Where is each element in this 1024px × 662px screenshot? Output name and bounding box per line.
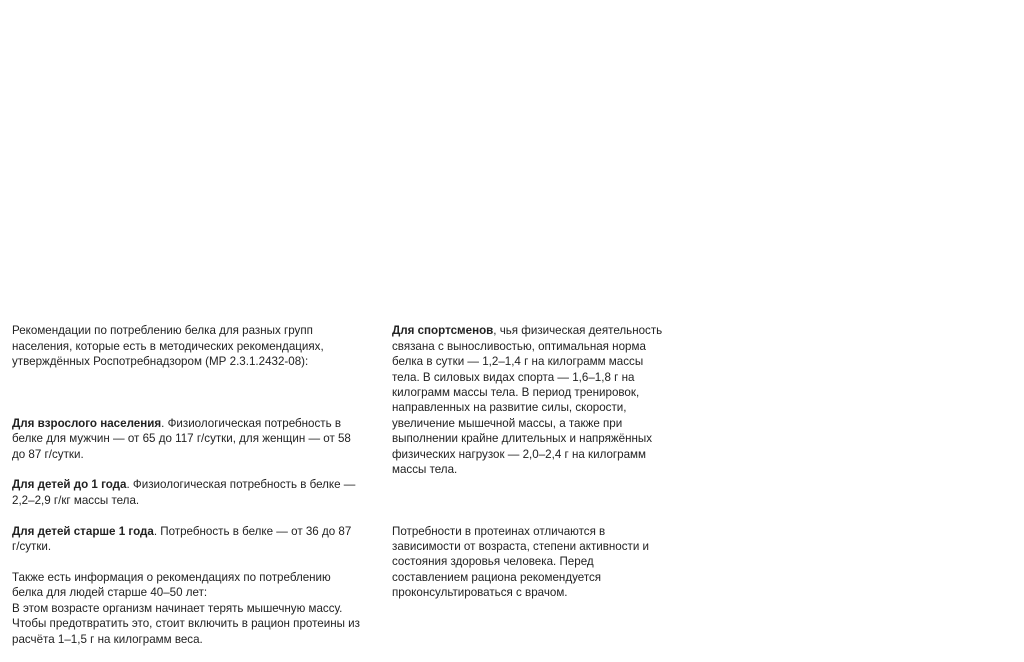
children-text: . Потребность в белке — от 36 до 87 г/сутки.: [12, 524, 352, 554]
paragraph-spacer: [392, 493, 682, 508]
adults-heading: Для взрослого населения: [12, 416, 162, 430]
athletes-heading: Для спортсменов: [392, 324, 494, 338]
conclusion-paragraph: Потребности в протеинах отличаются в зависимости от возраста, степени активности и состояния здоровья человека. Перед составлением рациона рекомендуется проконсультироваться с врачом.: [392, 524, 650, 600]
children-paragraph: [12, 524, 372, 555]
infants-heading: Для детей до 1 года: [12, 478, 127, 492]
paragraph-spacer: [12, 385, 372, 400]
right-column: [392, 308, 682, 616]
children-heading: Для детей старше 1 года: [12, 524, 154, 538]
left-column: [12, 308, 372, 662]
athletes-paragraph: [392, 323, 682, 477]
intro-paragraph: Рекомендации по потреблению белка для разных групп населения, которые есть в методических рекомендациях, утверждённых Роспотребнадзором (МР 2.3.1.2432-08):: [12, 324, 324, 369]
adults-paragraph: [12, 416, 372, 462]
infants-text: . Физиологическая потребность в белке — 2,2–2,9 г/кг массы тела.: [12, 478, 356, 507]
athletes-text: , чья физическая деятельность связана с выносливостью, оптимальная норма белка в сутки — 1,2–1,4 г на килограмм массы тела. В силовых видах спорта — 1,6–1,8 г на килограмм массы тела. В период тренировок, направленных на развитие силы, скорости, увеличение мышечной массы, а также при выполнении крайне длительных и напряжённых физических нагрузок — 2,0–2,4 г на килограмм массы тела.: [392, 324, 663, 477]
infants-paragraph: [12, 477, 372, 508]
adults-text: . Физиологическая потребность в белке для мужчин — от 65 до 117 г/сутки, для женщин — от 58 до 87 г/сутки.: [12, 416, 351, 461]
elderly-paragraph: Также есть информация о рекомендациях по потреблению белка для людей старше 40–50 лет: В этом возрасте организм начинает терять мышечную массу. Чтобы предотвратить это, стоит включить в рацион протеины из расчёта 1–1,5 г на килограмм веса.: [12, 570, 360, 646]
